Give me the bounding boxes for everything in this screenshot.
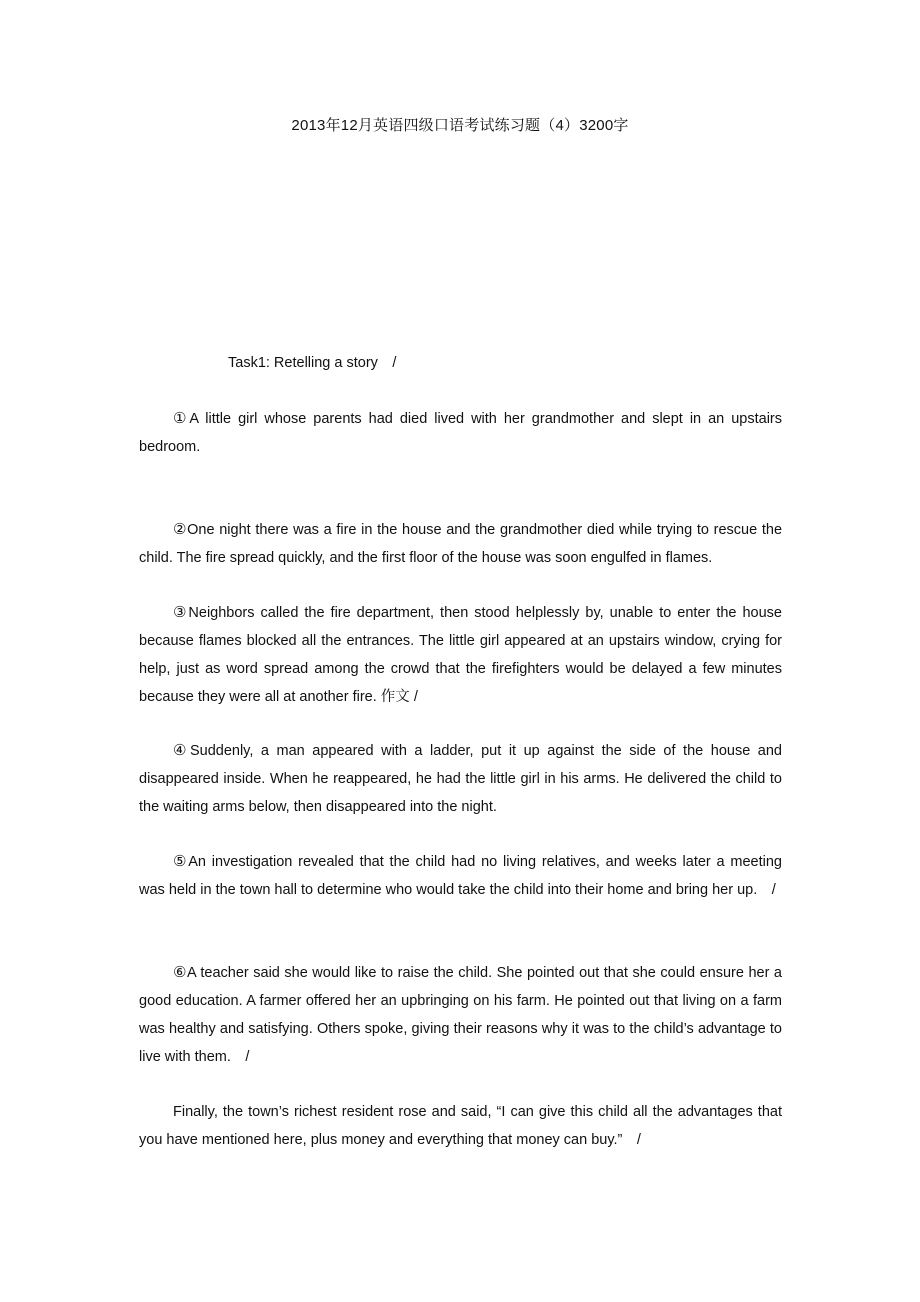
paragraph-7 — [139, 1097, 782, 1154]
paragraph-text: Neighbors called the fire department, then stood helplessly by, unable to enter the house because flames blocked all the entrances. The little girl appeared at an upstairs window, crying for help, just as word spread among the crowd that the firefighters would be delayed a few minutes because they were all at another fire. 作文 / — [139, 605, 782, 705]
paragraph-6 — [139, 958, 782, 1071]
paragraph-number: ④ — [173, 741, 190, 759]
paragraph-1 — [139, 404, 782, 461]
paragraph-text: Finally, the town’s richest resident rose and said, “I can give this child all the advantages that you have mentioned here, plus money and everything that money can buy.” / — [139, 1104, 782, 1148]
paragraph-number: ② — [173, 520, 188, 538]
paragraph-text: One night there was a fire in the house and the grandmother died while trying to rescue the child. The fire spread quickly, and the first floor of the house was soon engulfed in flames. — [139, 522, 783, 566]
paragraph-text: An investigation revealed that the child had no living relatives, and weeks later a meeting was held in the town hall to determine who would take the child into their home and bring her up. / — [139, 854, 782, 898]
paragraph-text: Suddenly, a man appeared with a ladder, put it up against the side of the house and disappeared inside. When he reappeared, he had the little girl in his arms. He delivered the child to the waiting arms below, then disappeared into the night. — [139, 743, 782, 815]
paragraph-3 — [139, 598, 782, 711]
paragraph-number: ① — [173, 409, 190, 427]
paragraph-number: ⑥ — [173, 963, 187, 981]
task-heading: Task1: Retelling a story / — [228, 355, 397, 371]
document-title: 2013年12月英语四级口语考试练习题（4）3200字 — [291, 117, 629, 134]
paragraph-text: A teacher said she would like to raise the child. She pointed out that she could ensure her a good education. A farmer offered her an upbringing on his farm. He pointed out that living on a farm was healthy and satisfying. Others spoke, giving their reasons why it was to the child’s advantage to live with them. / — [139, 965, 782, 1065]
paragraph-5 — [139, 847, 782, 904]
paragraph-2 — [139, 515, 782, 572]
paragraph-text: A little girl whose parents had died lived with her grandmother and slept in an upstairs bedroom. — [139, 411, 782, 455]
paragraph-number: ③ — [173, 603, 189, 621]
paragraph-4 — [139, 736, 782, 821]
paragraph-number: ⑤ — [173, 852, 189, 870]
